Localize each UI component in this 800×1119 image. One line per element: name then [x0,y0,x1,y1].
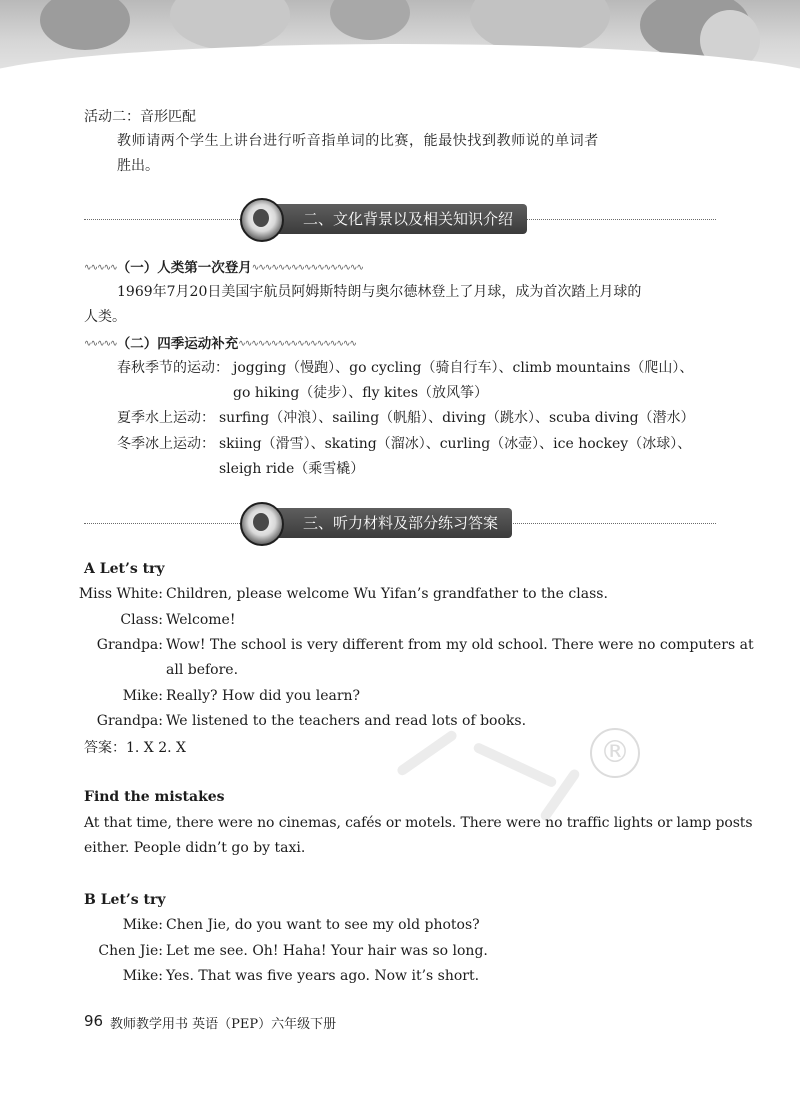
subsection-heading: ∿∿∿∿∿（一）人类第一次登月∿∿∿∿∿∿∿∿∿∿∿∿∿∿∿∿∿ [84,260,363,276]
speaker-name: Chen Jie: [98,943,163,959]
sports-label: 春秋季节的运动： [117,360,229,376]
speaker-name: Grandpa: [96,713,163,729]
wave-decoration: ∿∿∿∿∿ [84,263,117,273]
part-title: A Let’s try [84,561,165,577]
dialogue-text: all before. [166,662,239,678]
dialogue-text: Let me see. Oh! Haha! Your hair was so long. [166,943,488,959]
speaker-name: Grandpa: [96,637,163,653]
part-title: B Let’s try [84,892,166,908]
dialogue-text: Yes. That was five years ago. Now it’s short. [166,968,480,984]
dialogue-text: We listened to the teachers and read lots of books. [166,713,527,729]
section-title: 三、听力材料及部分练习答案 [303,514,499,532]
activity-heading: 活动二：音形匹配 [84,109,196,125]
activity-text-line: 教师请两个学生上讲台进行听音指单词的比赛，能最快找到教师说的单词者 [117,133,599,149]
medal-icon [240,502,284,546]
wave-decoration: ∿∿∿∿∿∿∿∿∿∿∿∿∿∿∿∿∿∿ [238,339,356,349]
paragraph-line: 1969年7月20日美国宇航员阿姆斯特朗与奥尔德林登上了月球，成为首次踏上月球的 [117,284,642,300]
sports-line: jogging（慢跑）、go cycling（骑自行车）、climb mountains（爬山）、 [233,360,694,376]
registered-watermark-icon: ® [590,728,640,778]
sports-line: skiing（滑雪）、skating（溜冰）、curling（冰壶）、ice hockey（冰球）、 [219,436,692,452]
wave-decoration: ∿∿∿∿∿∿∿∿∿∿∿∿∿∿∿∿∿ [251,263,363,273]
decorative-header [0,0,800,92]
sports-line: surfing（冲浪）、sailing（帆船）、diving（跳水）、scuba diving（潜水） [219,410,695,426]
watermark-stroke [472,741,558,788]
dialogue-text: Really? How did you learn? [166,688,361,704]
mistakes-title: Find the mistakes [84,789,225,805]
sports-line: sleigh ride（乘雪橇） [219,461,365,477]
subsection-heading: ∿∿∿∿∿（二）四季运动补充∿∿∿∿∿∿∿∿∿∿∿∿∿∿∿∿∿∿ [84,336,356,352]
answer-line: 答案：1. X 2. X [84,740,186,756]
paragraph-line: 人类。 [84,309,126,325]
sports-line: go hiking（徒步）、fly kites（放风筝） [233,385,489,401]
speaker-name: Miss White: [78,586,163,602]
wave-decoration: ∿∿∿∿∿ [84,339,117,349]
section-title: 二、文化背景以及相关知识介绍 [303,210,514,228]
speaker-name: Mike: [122,688,163,704]
dialogue-text: Children, please welcome Wu Yifan’s grandfather to the class. [166,586,608,602]
speaker-name: Mike: [122,968,163,984]
activity-text-line: 胜出。 [117,158,159,174]
sports-label: 冬季冰上运动： [117,436,215,452]
mistakes-line: either. People didn’t go by taxi. [84,840,306,856]
dialogue-text: Welcome! [166,612,236,628]
sports-label: 夏季水上运动： [117,410,215,426]
section-banner [243,204,527,234]
dialogue-text: Wow! The school is very different from my old school. There were no computers at [166,637,754,653]
speaker-name: Mike: [122,917,163,933]
watermark-stroke [395,729,458,777]
page-number: 96 [84,1012,104,1030]
medal-icon [240,198,284,242]
mistakes-line: At that time, there were no cinemas, cafés or motels. There were no traffic lights or lamp posts [84,815,753,831]
speaker-name: Class: [120,612,163,628]
book-title: 教师教学用书 英语（PEP）六年级下册 [110,1017,337,1032]
dialogue-text: Chen Jie, do you want to see my old photos? [166,917,480,933]
